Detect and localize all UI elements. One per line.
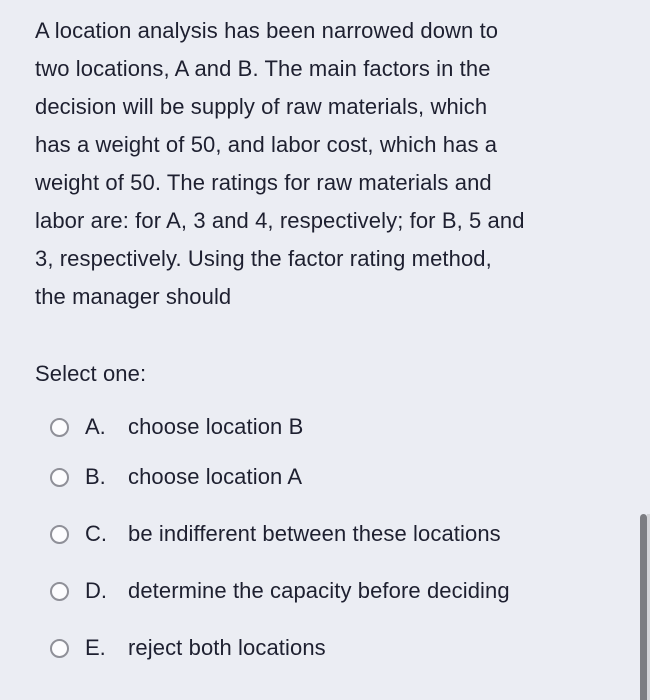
- option-letter: A.: [85, 414, 106, 439]
- option-letter: C.: [85, 521, 107, 546]
- question-line: 3, respectively. Using the factor rating method,: [35, 246, 492, 271]
- question-line: two locations, A and B. The main factors in the: [35, 56, 491, 81]
- option-letter: B.: [85, 464, 106, 489]
- question-line: decision will be supply of raw materials, which: [35, 94, 488, 119]
- question-text: [35, 12, 620, 316]
- question-line: the manager should: [35, 284, 232, 309]
- answer-option-c[interactable]: [50, 522, 650, 546]
- option-label: choose location B: [128, 414, 304, 439]
- scrollbar-thumb[interactable]: [640, 514, 647, 700]
- answer-option-b[interactable]: [50, 465, 650, 489]
- answer-option-a[interactable]: [50, 415, 650, 439]
- option-label: reject both locations: [128, 635, 326, 660]
- question-line: labor are: for A, 3 and 4, respectively; for B, 5 and: [35, 208, 525, 233]
- radio-button-icon[interactable]: [50, 468, 69, 487]
- question-line: A location analysis has been narrowed down to: [35, 18, 499, 43]
- radio-button-icon[interactable]: [50, 525, 69, 544]
- radio-button-icon[interactable]: [50, 418, 69, 437]
- question-line: has a weight of 50, and labor cost, which has a: [35, 132, 498, 157]
- radio-button-icon[interactable]: [50, 582, 69, 601]
- question-line: weight of 50. The ratings for raw materials and: [35, 170, 492, 195]
- option-letter: E.: [85, 635, 106, 660]
- answer-options: [0, 415, 650, 660]
- option-label: determine the capacity before deciding: [128, 578, 510, 603]
- answer-option-d[interactable]: [50, 579, 650, 603]
- option-letter: D.: [85, 578, 107, 603]
- radio-button-icon[interactable]: [50, 639, 69, 658]
- option-label: be indifferent between these locations: [128, 521, 501, 546]
- select-one-label: Select one:: [35, 361, 147, 386]
- answer-option-e[interactable]: [50, 636, 650, 660]
- quiz-question-page: [0, 12, 650, 700]
- option-label: choose location A: [128, 464, 303, 489]
